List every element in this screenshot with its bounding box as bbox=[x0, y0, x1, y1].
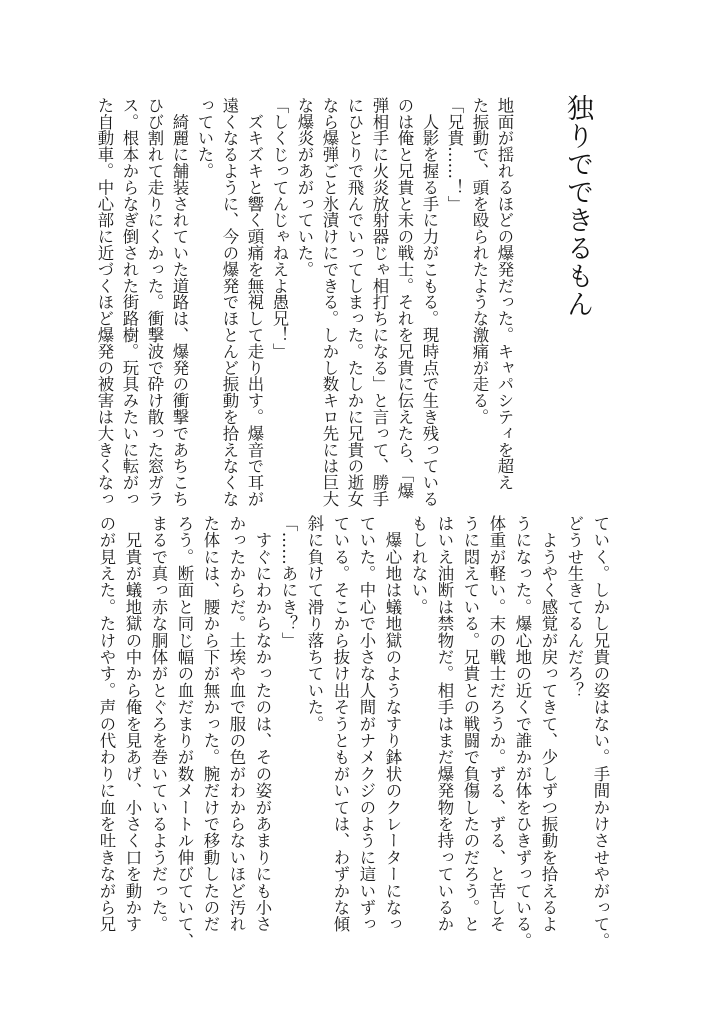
text-column: ていく。しかし兄貴の姿はない。手間かけさせやがって。 bbox=[591, 515, 610, 950]
text-column: ろう。断面と同じ幅の血だまりが数メートル伸びていて、 bbox=[175, 515, 194, 950]
text-column: 人影を握る手に力がこもる。現時点で生き残っている bbox=[420, 97, 439, 507]
text-column: はいえ油断は禁物だ。相手はまだ爆発物を持っているか bbox=[435, 515, 454, 933]
text-column: 爆心地は蟻地獄のようなすり鉢状のクレーターになっ bbox=[383, 515, 402, 933]
text-column: ていた。中心で小さな人間がナメクジのように這いずっ bbox=[357, 515, 376, 933]
text-column: まるで真っ赤な胴体がとぐろを巻いているようだった。 bbox=[149, 515, 168, 933]
text-column: すぐにわからなかったのは、その姿があまりにも小さ bbox=[253, 515, 272, 933]
text-block-bottom bbox=[93, 515, 613, 960]
text-column: た体には、腰から下が無かった。腕だけで移動したのだ bbox=[201, 515, 220, 933]
page-title: 独りでできるもん bbox=[562, 94, 593, 318]
text-column: 地面が揺れるほどの爆発だった。キャパシティを超え bbox=[495, 97, 514, 491]
text-column: ス。根本からなぎ倒された街路樹。玩具みたいに転がっ bbox=[120, 97, 139, 507]
text-column: っていた。 bbox=[195, 97, 214, 179]
text-column: 「……あにき？」 bbox=[279, 515, 298, 649]
text-column: のが見えた。たけやす。声の代わりに血を吐きながら兄 bbox=[97, 515, 116, 933]
text-column: にひとりで飛んでいってしまった。たしかに兄貴の逝女 bbox=[345, 97, 364, 507]
text-column: た振動で、頭を殴られたような激痛が走る。 bbox=[470, 97, 489, 425]
text-block-top bbox=[92, 97, 517, 507]
text-column: な爆炎があがっていた。 bbox=[295, 97, 314, 278]
text-column: 「兄貴……！」 bbox=[445, 97, 464, 212]
text-column: 兄貴が蟻地獄の中から俺を見あげ、小さく口を動かす bbox=[123, 515, 142, 933]
text-column: うになった。爆心地の近くで誰かが体をひきずっている。 bbox=[513, 515, 532, 950]
text-column: 「しくじってんじゃねえよ愚兄！」 bbox=[270, 97, 289, 360]
text-column: うに悶えている。兄貴との戦闘で負傷したのだろう。と bbox=[461, 515, 480, 933]
text-column: 斜に負けて滑り落ちていた。 bbox=[305, 515, 324, 733]
text-column: 綺麗に舗装されていた道路は、爆発の衝撃であちこち bbox=[170, 97, 189, 507]
text-column: 弾相手に火炎放射器じゃ相打ちになる」と言って、勝手 bbox=[370, 97, 389, 507]
text-column: た自動車。中心部に近づくほど爆発の被害は大きくなっ bbox=[95, 97, 114, 507]
text-column: 体重が軽い。末の戦士だろうか。ずる、ずる、と苦しそ bbox=[487, 515, 506, 933]
text-column: もしれない。 bbox=[409, 515, 428, 616]
text-column: ている。そこから抜け出そうともがいては、わずかな傾 bbox=[331, 515, 350, 933]
text-column: のは俺と兄貴と末の戦士。それを兄貴に伝えたら、「爆 bbox=[395, 97, 414, 499]
text-column: ようやく感覚が戻ってきて、少しずつ振動を拾えるよ bbox=[539, 515, 558, 933]
text-column: ひび割れて走りにくかった。衝撃波で砕け散った窓ガラ bbox=[145, 97, 164, 507]
text-column: どうせ生きてるんだろ？ bbox=[565, 515, 584, 699]
text-column: 遠くなるように、今の爆発でほとんど振動を拾えなくな bbox=[220, 97, 239, 507]
text-column: かったからだ。土埃や血で服の色がわからないほど汚れ bbox=[227, 515, 246, 933]
text-column: ズキズキと響く頭痛を無視して走り出す。爆音で耳が bbox=[245, 97, 264, 507]
text-column: なら爆弾ごと氷漬けにできる。しかし数キロ先には巨大 bbox=[320, 97, 339, 507]
